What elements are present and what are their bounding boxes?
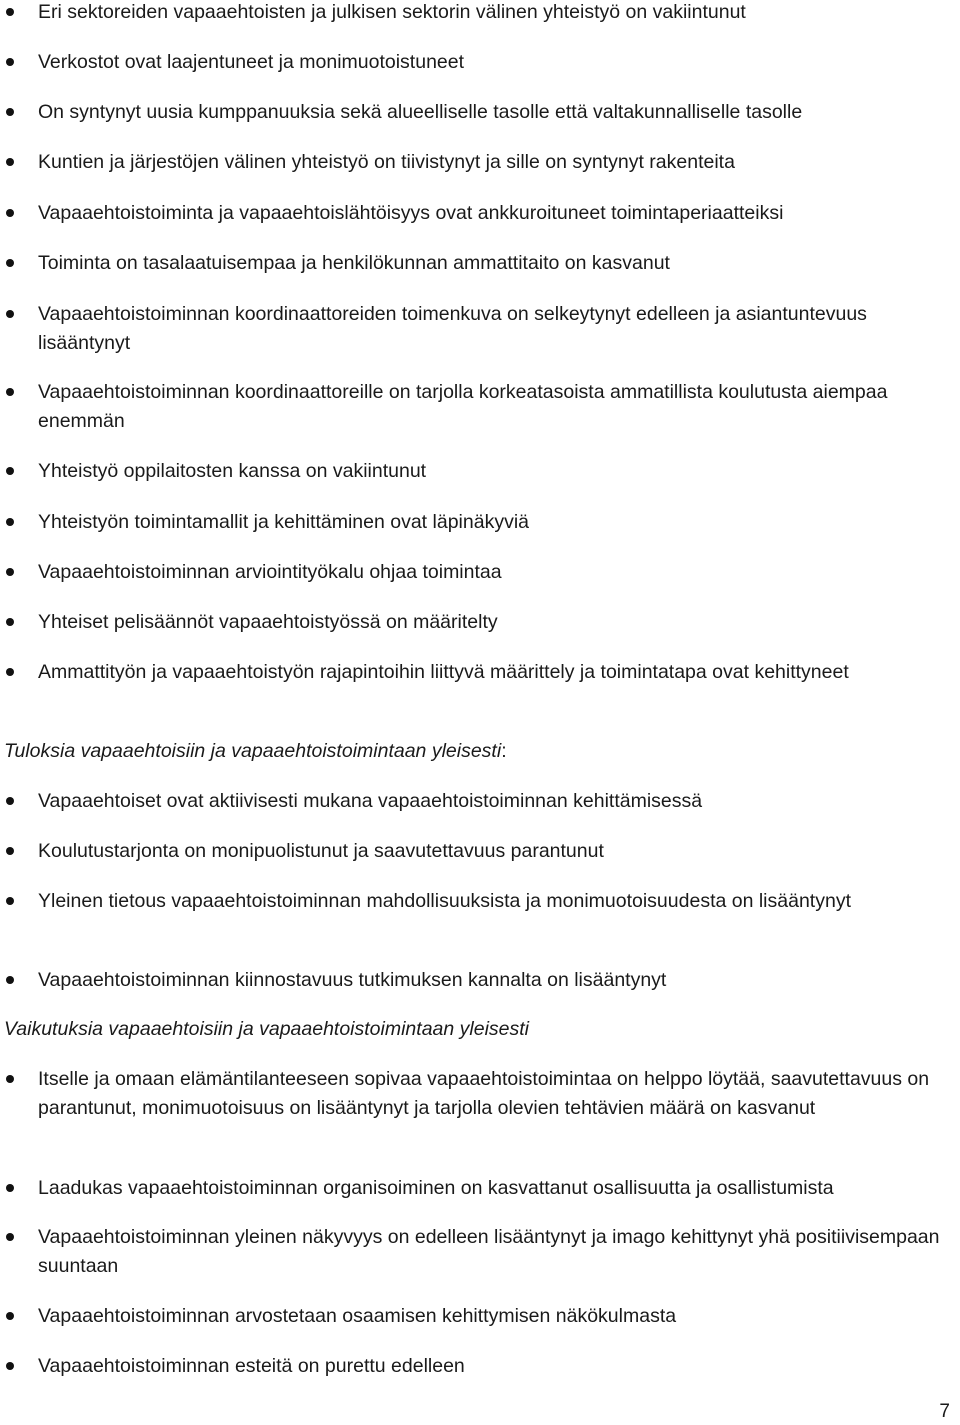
bullet-icon	[6, 467, 14, 475]
bullet-icon	[6, 158, 14, 166]
list-item: Vapaaehtoistoiminnan esteitä on purettu edelleen	[38, 1352, 943, 1381]
bullet-icon	[6, 847, 14, 855]
list-item: Yhteiset pelisäännöt vapaaehtoistyössä on määritelty	[38, 608, 943, 637]
bullet-icon	[6, 1312, 14, 1320]
bullet-icon	[6, 388, 14, 396]
bullet-icon	[6, 518, 14, 526]
bullet-icon	[6, 618, 14, 626]
list-item: Itselle ja omaan elämäntilanteeseen sopivaa vapaaehtoistoimintaa on helppo löytää, saavutettavuus on parantunut, monimuotoisuus on lisääntynyt ja tarjolla olevien tehtävien määrä on kasvanut	[38, 1065, 943, 1123]
bullet-icon	[6, 8, 14, 16]
section-heading-impacts: Vaikutuksia vapaaehtoisiin ja vapaaehtoistoimintaan yleisesti	[4, 1018, 530, 1040]
bullet-icon	[6, 897, 14, 905]
bullet-icon	[6, 310, 14, 318]
list-item: Eri sektoreiden vapaaehtoisten ja julkisen sektorin välinen yhteistyö on vakiintunut	[38, 0, 943, 27]
list-item: Vapaaehtoistoiminnan koordinaattoreille on tarjolla korkeatasoista ammatillista koulutusta aiempaa enemmän	[38, 378, 943, 436]
bullet-icon	[6, 58, 14, 66]
bullet-icon	[6, 108, 14, 116]
list-item: Kuntien ja järjestöjen välinen yhteistyö on tiivistynyt ja sille on syntynyt rakenteita	[38, 148, 943, 177]
bullet-icon	[6, 668, 14, 676]
list-item: Vapaaehtoistoiminnan kiinnostavuus tutkimuksen kannalta on lisääntynyt	[38, 966, 943, 995]
bullet-icon	[6, 209, 14, 217]
list-item: Toiminta on tasalaatuisempaa ja henkilökunnan ammattitaito on kasvanut	[38, 249, 943, 278]
page-number: 7	[939, 1401, 950, 1422]
list-item: Yhteistyön toimintamallit ja kehittäminen ovat läpinäkyviä	[38, 508, 943, 537]
list-item: Ammattityön ja vapaaehtoistyön rajapintoihin liittyvä määrittely ja toimintatapa ovat kehittyneet	[38, 658, 943, 687]
list-item: Vapaaehtoistoiminta ja vapaaehtoislähtöisyys ovat ankkuroituneet toimintaperiaatteiksi	[38, 199, 943, 228]
bullet-icon	[6, 1075, 14, 1083]
list-item: Vapaaehtoistoiminnan arviointityökalu ohjaa toimintaa	[38, 558, 943, 587]
bullet-icon	[6, 1184, 14, 1192]
bullet-icon	[6, 568, 14, 576]
section-heading-results: Tuloksia vapaaehtoisiin ja vapaaehtoistoimintaan yleisesti:	[4, 740, 507, 762]
bullet-icon	[6, 976, 14, 984]
list-item: Verkostot ovat laajentuneet ja monimuotoistuneet	[38, 48, 943, 77]
list-item: Vapaaehtoistoiminnan arvostetaan osaamisen kehittymisen näkökulmasta	[38, 1302, 943, 1331]
bullet-icon	[6, 797, 14, 805]
list-item: Koulutustarjonta on monipuolistunut ja saavutettavuus parantunut	[38, 837, 943, 866]
list-item: Vapaaehtoistoiminnan yleinen näkyvyys on edelleen lisääntynyt ja imago kehittynyt yhä positiivisempaan suuntaan	[38, 1223, 943, 1281]
list-item: Laadukas vapaaehtoistoiminnan organisoiminen on kasvattanut osallisuutta ja osallistumista	[38, 1174, 943, 1203]
list-item: Yhteistyö oppilaitosten kanssa on vakiintunut	[38, 457, 943, 486]
list-item: Vapaaehtoistoiminnan koordinaattoreiden toimenkuva on selkeytynyt edelleen ja asiantuntevuus lisääntynyt	[38, 300, 943, 358]
bullet-icon	[6, 259, 14, 267]
list-item: Vapaaehtoiset ovat aktiivisesti mukana vapaaehtoistoiminnan kehittämisessä	[38, 787, 943, 816]
bullet-icon	[6, 1362, 14, 1370]
list-item: Yleinen tietous vapaaehtoistoiminnan mahdollisuuksista ja monimuotoisuudesta on lisääntynyt	[38, 887, 943, 916]
list-item: On syntynyt uusia kumppanuuksia sekä alueelliselle tasolle että valtakunnalliselle tasolle	[38, 98, 943, 127]
bullet-icon	[6, 1233, 14, 1241]
